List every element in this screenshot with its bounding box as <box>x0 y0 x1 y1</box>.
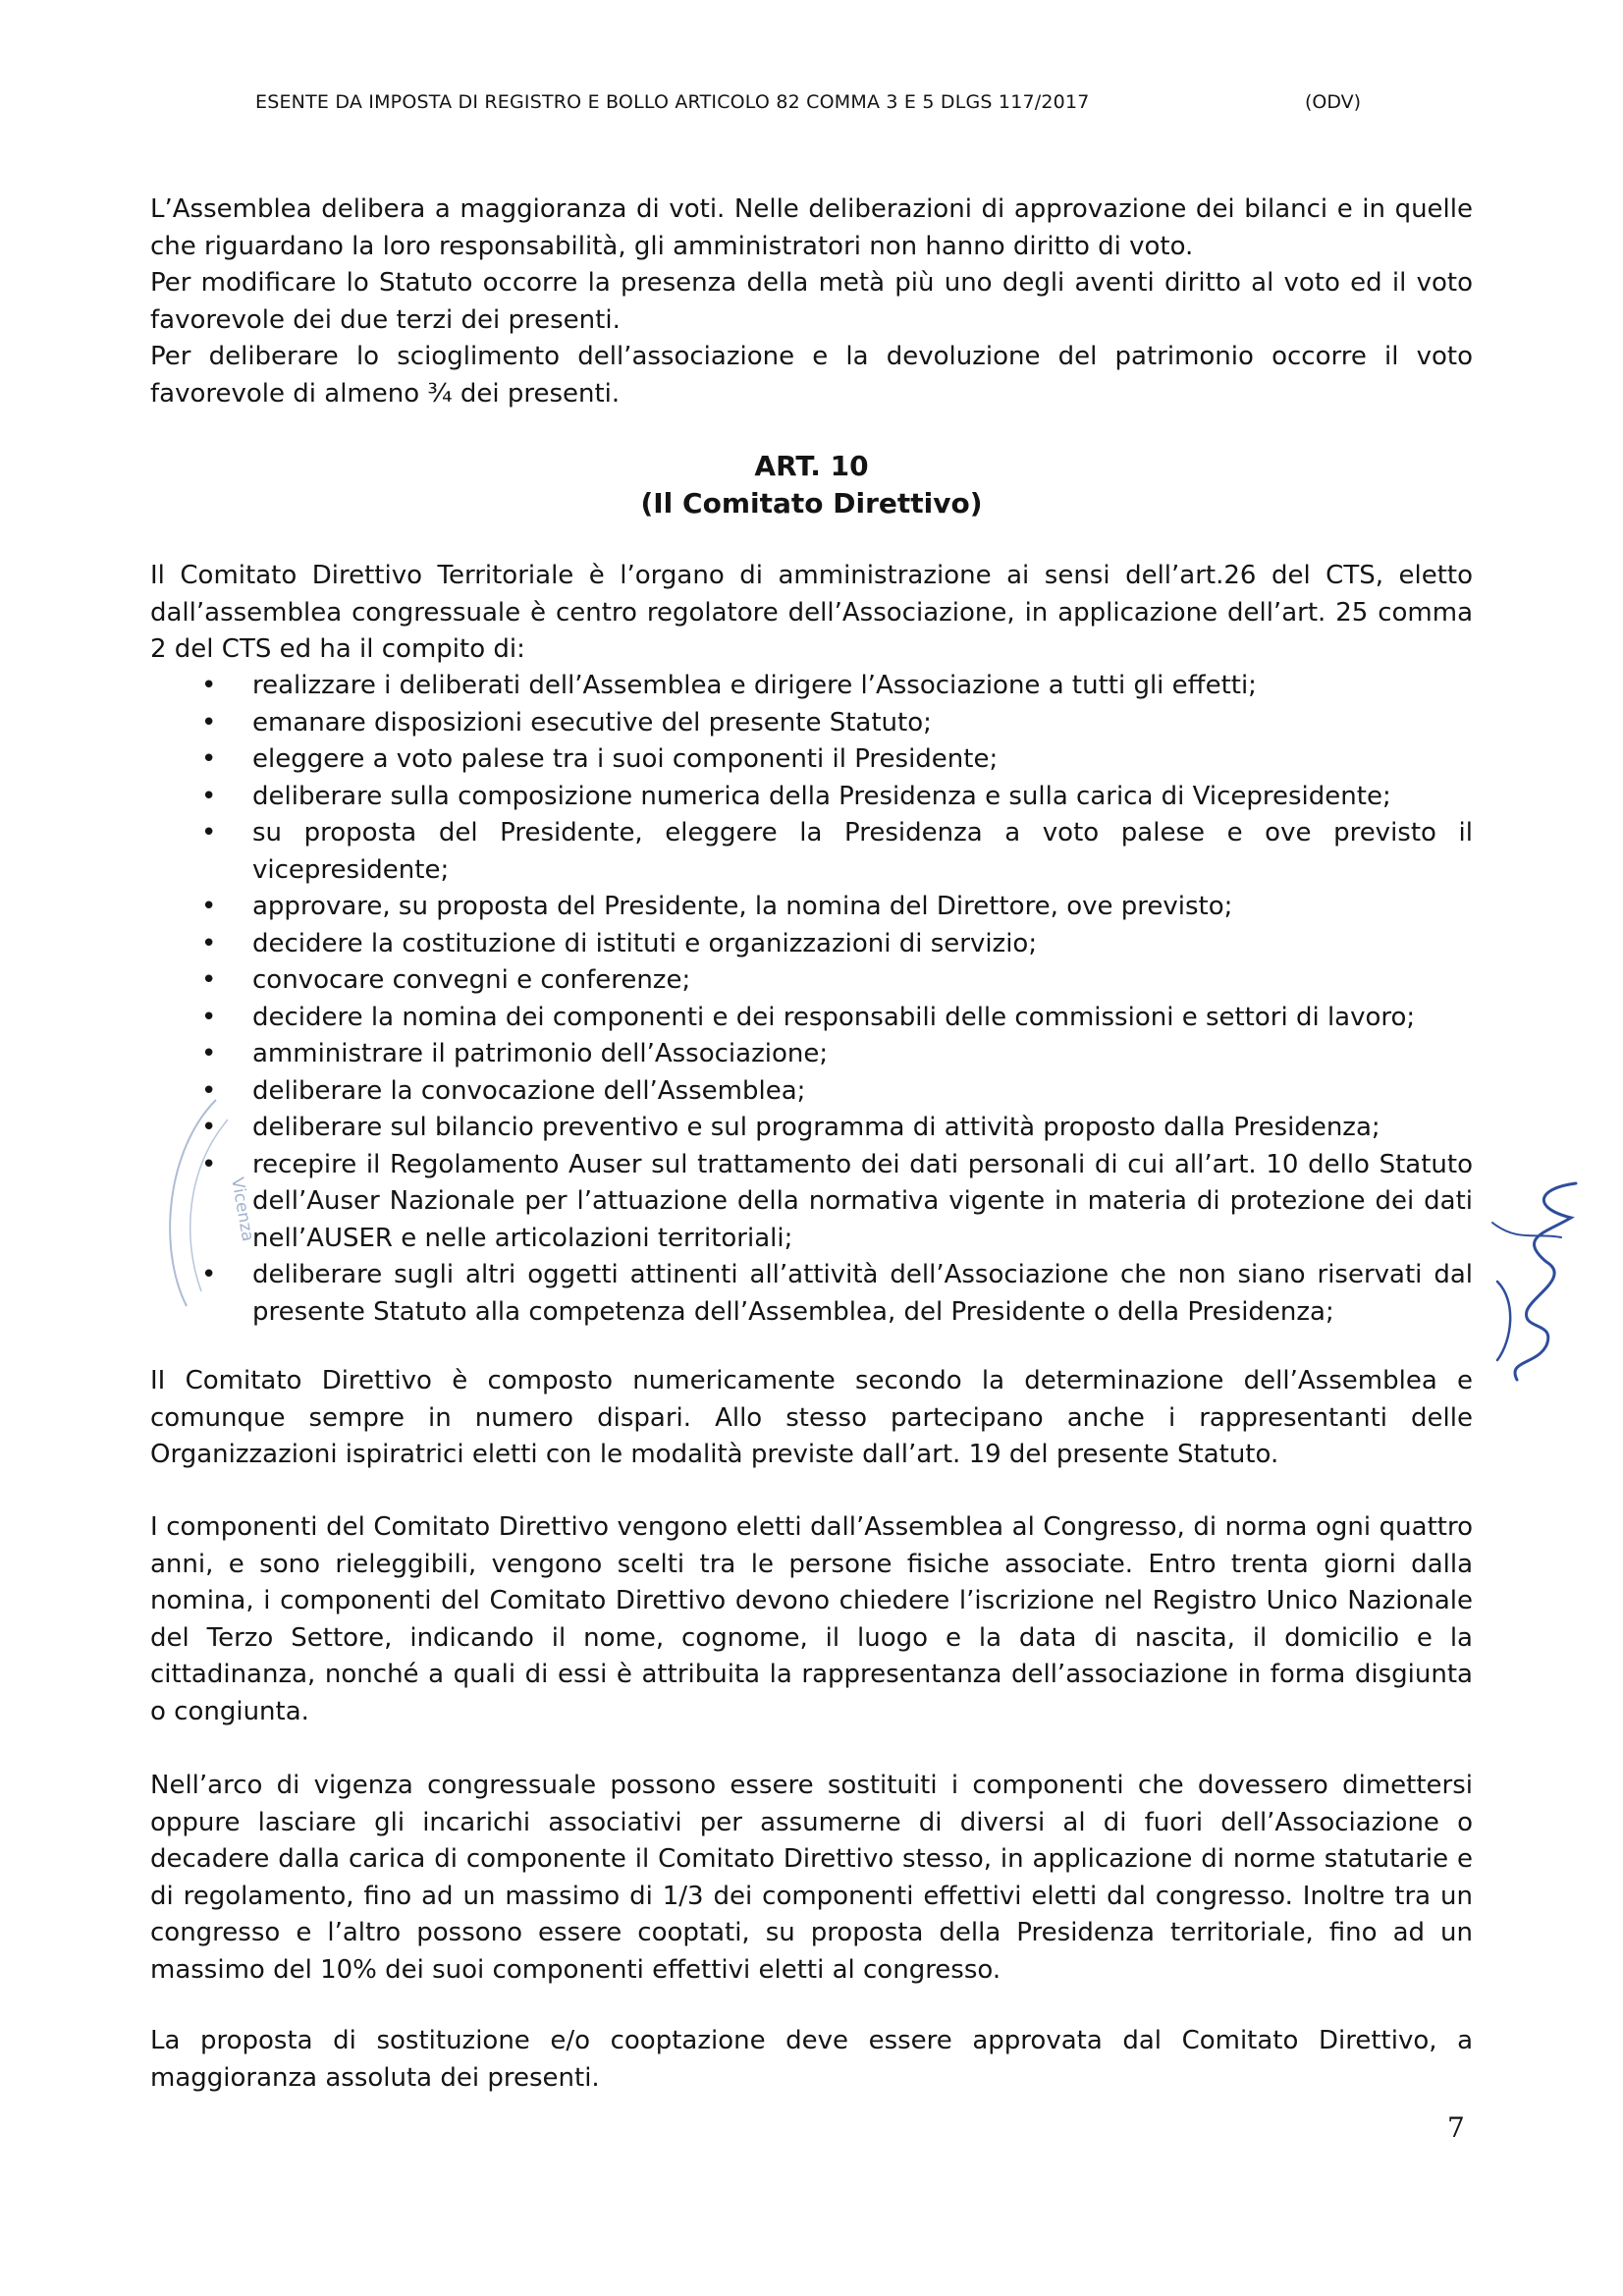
list-item: • deliberare sul bilancio preventivo e sul programma di attività proposto dalla Presidenza; <box>150 1110 1473 1147</box>
body-paragraph: Nell’arco di vigenza congressuale possono essere sostituiti i componenti che dovessero dimettersi oppure lasciare gli incarichi associativi per assumerne di diversi al di fuori dell’Associazione o decadere dalla carica di componente il Comitato Direttivo stesso, in applicazione di norme statutarie e di regolamento, fino ad un massimo di 1/3 dei componenti effettivi eletti dal congresso. Inoltre tra un congresso e l’altro possono essere cooptati, su proposta della Presidenza territoriale, fino ad un massimo del 10% dei suoi componenti effettivi eletti al congresso. <box>150 1771 1473 1985</box>
article-number: ART. 10 <box>754 450 869 482</box>
list-item: • convocare convegni e conferenze; <box>150 962 1473 1000</box>
list-item: • recepire il Regolamento Auser sul trattamento dei dati personali di cui all’art. 10 dello Statuto dell’Auser Nazionale per l’attuazione della normativa vigente in materia di protezione dei dati nell’AUSER e nelle articolazioni territoriali; <box>150 1147 1473 1258</box>
article-title: (Il Comitato Direttivo) <box>640 487 983 519</box>
page-number: 7 <box>1447 2111 1465 2144</box>
signature-stroke <box>1515 1183 1576 1380</box>
stamp-text: Vicenza <box>227 1175 258 1243</box>
article-lead: Il Comitato Direttivo Territoriale è l’organo di amministrazione ai sensi dell’art.26 del CTS, eletto dall’assemblea congressuale è centro regolatore dell’Associazione, in applicazione dell’art. 25 comma 2 del CTS ed ha il compito di: <box>150 561 1473 664</box>
stamp-arc <box>170 1100 216 1306</box>
list-item: • deliberare sulla composizione numerica della Presidenza e sulla carica di Vicepresidente; <box>150 779 1473 816</box>
list-item: • approvare, su proposta del Presidente, la nomina del Direttore, ove previsto; <box>150 889 1473 926</box>
body-paragraph: II Comitato Direttivo è composto numericamente secondo la determinazione dell’Assemblea e comunque sempre in numero dispari. Allo stesso partecipano anche i rappresentanti delle Organizzazioni ispiratrici eletti con le modalità previste dall’art. 19 del presente Statuto. <box>150 1366 1473 1469</box>
duties-list <box>150 668 1473 1331</box>
stamp-mark <box>147 1090 258 1316</box>
list-item: • decidere la costituzione di istituti e organizzazioni di servizio; <box>150 926 1473 963</box>
body-paragraph: La proposta di sostituzione e/o cooptazione deve essere approvata dal Comitato Direttivo, a maggioranza assoluta dei presenti. <box>150 2026 1473 2093</box>
list-item: • su proposta del Presidente, eleggere la Presidenza a voto palese e ove previsto il vicepresidente; <box>150 815 1473 889</box>
list-item: • deliberare la convocazione dell’Assemblea; <box>150 1073 1473 1111</box>
body-paragraph: I componenti del Comitato Direttivo vengono eletti dall’Assemblea al Congresso, di norma ogni quattro anni, e sono rieleggibili, vengono scelti tra le persone fisiche associate. Entro trenta giorni dalla nomina, i componenti del Comitato Direttivo devono chiedere l’iscrizione nel Registro Unico Nazionale del Terzo Settore, indicando il nome, cognome, il luogo e la data di nascita, il domicilio e la cittadinanza, nonché a quali di essi è attribuita la rappresentanza dell’associazione in forma disgiunta o congiunta. <box>150 1512 1473 1726</box>
list-item: • eleggere a voto palese tra i suoi componenti il Presidente; <box>150 741 1473 779</box>
list-item: • realizzare i deliberati dell’Assemblea e dirigere l’Associazione a tutti gli effetti; <box>150 668 1473 705</box>
list-item: • decidere la nomina dei componenti e dei responsabili delle commissioni e settori di lavoro; <box>150 1000 1473 1037</box>
stamp-arc-inner <box>190 1120 228 1291</box>
intro-paragraph: Per modificare lo Statuto occorre la presenza della metà più uno degli aventi diritto al voto ed il voto favorevole dei due terzi dei presenti. <box>150 268 1473 335</box>
intro-section <box>150 191 1473 412</box>
signature-mark <box>1478 1164 1596 1390</box>
list-item: • amministrare il patrimonio dell’Associazione; <box>150 1036 1473 1073</box>
list-item: • deliberare sugli altri oggetti attinenti all’attività dell’Associazione che non siano riservati dal presente Statuto alla competenza dell’Assemblea, del Presidente o della Presidenza; <box>150 1257 1473 1331</box>
header-exemption-text: ESENTE DA IMPOSTA DI REGISTRO E BOLLO ARTICOLO 82 COMMA 3 E 5 DLGS 117/2017 <box>255 91 1090 113</box>
signature-stroke <box>1497 1282 1510 1360</box>
intro-paragraph: Per deliberare lo scioglimento dell’associazione e la devoluzione del patrimonio occorre il voto favorevole di almeno ¾ dei presenti. <box>150 342 1473 409</box>
list-item: • emanare disposizioni esecutive del presente Statuto; <box>150 705 1473 742</box>
intro-paragraph: L’Assemblea delibera a maggioranza di voti. Nelle deliberazioni di approvazione dei bilanci e in quelle che riguardano la loro responsabilità, gli amministratori non hanno diritto di voto. <box>150 194 1473 261</box>
header-odv-label: (ODV) <box>1305 91 1362 113</box>
